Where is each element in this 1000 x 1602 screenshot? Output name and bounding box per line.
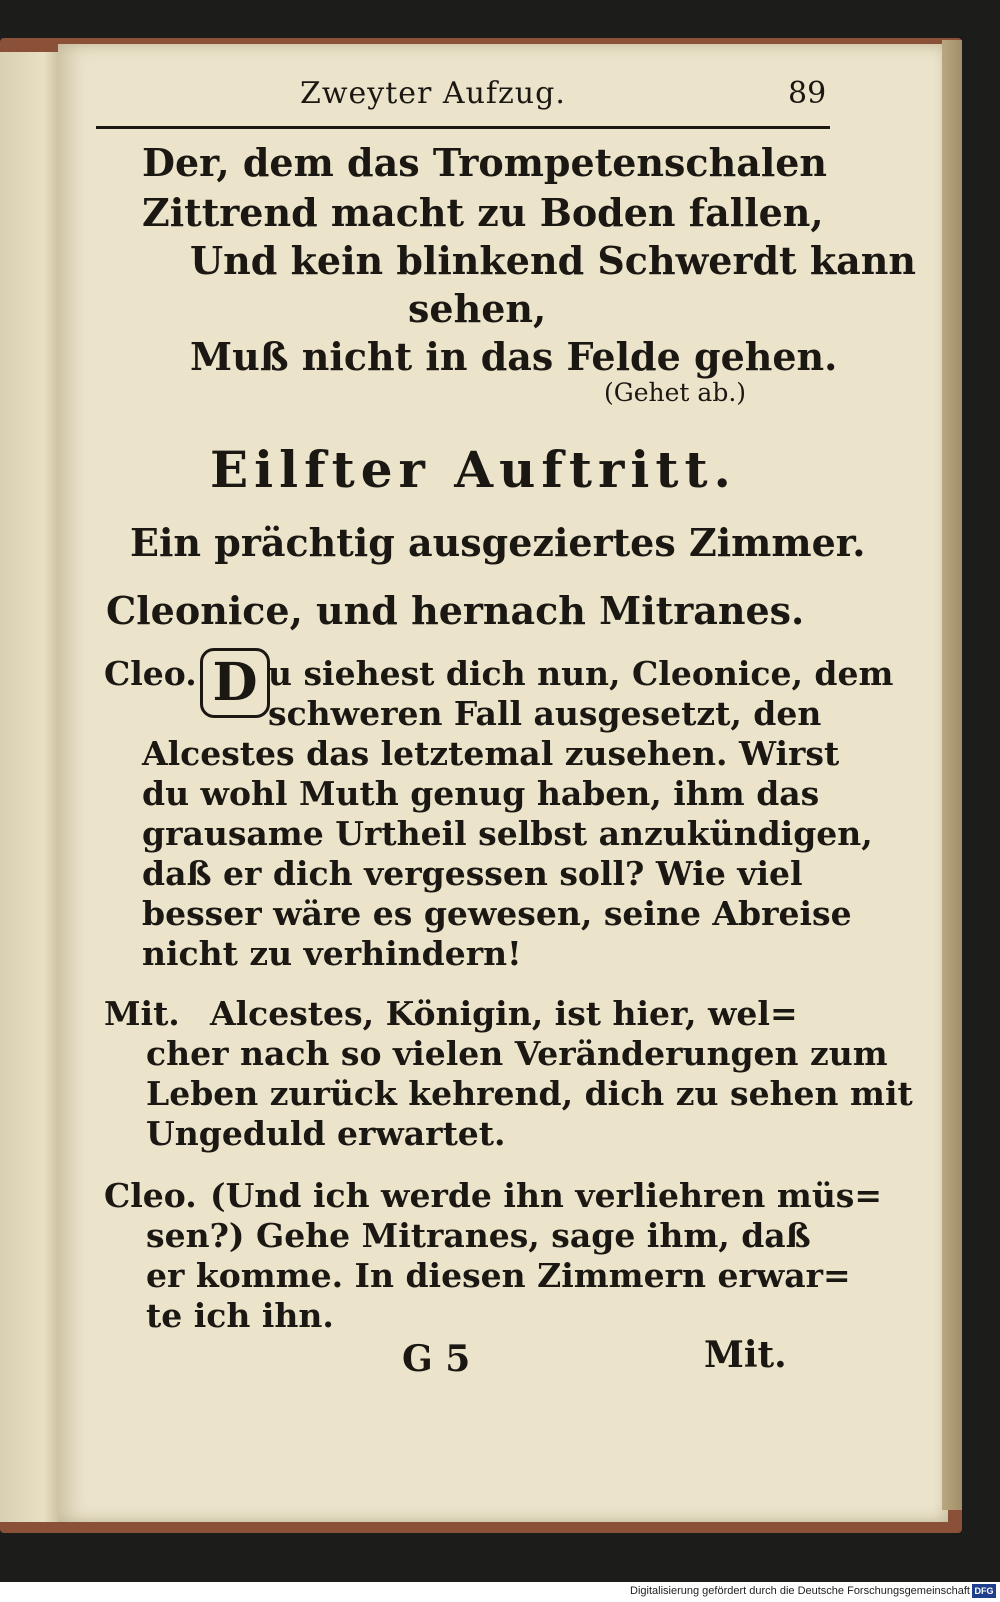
speech-line: u siehest dich nun, Cleonice, dem [268,654,894,693]
library-notice: Digitalisierung gefördert durch die Deutsche Forschungsgemeinschaft [630,1585,970,1597]
speech-line: Leben zurück kehrend, dich zu sehen mit [146,1074,913,1113]
speech-line: te ich ihn. [146,1296,334,1335]
scene-heading: Eilfter Auftritt. [210,440,737,499]
scene-setting: Ein prächtig ausgeziertes Zimmer. [130,520,866,565]
speech-line: daß er dich vergessen soll? Wie viel [142,854,803,893]
signature-mark: G 5 [402,1338,471,1380]
running-header: Zweyter Aufzug. [300,76,566,111]
stage-direction: (Gehet ab.) [604,378,747,407]
speech-line: Alcestes das letztemal zusehen. Wirst [142,734,840,773]
left-page-margin [0,52,62,1522]
catchword: Mit. [704,1334,787,1376]
speech-line: sen?) Gehe Mitranes, sage ihm, daß [146,1216,811,1255]
drop-capital: D [200,648,270,718]
scene-characters: Cleonice, und hernach Mitranes. [106,588,805,633]
verse-line: Zittrend macht zu Boden fallen, [142,190,824,235]
speaker-name: Cleo. [104,654,197,693]
page-edge [942,40,962,1510]
speaker-name: Mit. [104,994,180,1033]
verse-line: Und kein blinkend Schwerdt kann [190,238,917,283]
page-number: 89 [788,76,827,111]
speech-line: Alcestes, Königin, ist hier, wel= [210,994,798,1033]
header-rule [96,126,830,129]
speech-line: grausame Urtheil selbst anzukündigen, [142,814,873,853]
speech-line: Ungeduld erwartet. [146,1114,506,1153]
speech-line: schweren Fall ausgesetzt, den [268,694,822,733]
speech-line: (Und ich werde ihn verliehren müs= [210,1176,883,1215]
speech-line: cher nach so vielen Veränderungen zum [146,1034,888,1073]
verse-line: sehen, [408,286,547,331]
speech-line: er komme. In diesen Zimmern erwar= [146,1256,851,1295]
verse-line: Der, dem das Trompetenschalen [142,140,828,185]
speech-line: nicht zu verhindern! [142,934,522,973]
speech-line: besser wäre es gewesen, seine Abreise [142,894,852,933]
speech-line: du wohl Muth genug haben, ihm das [142,774,820,813]
dfg-logo: DFG [972,1584,996,1598]
speaker-name: Cleo. [104,1176,197,1215]
verse-line: Muß nicht in das Felde gehen. [190,334,838,379]
